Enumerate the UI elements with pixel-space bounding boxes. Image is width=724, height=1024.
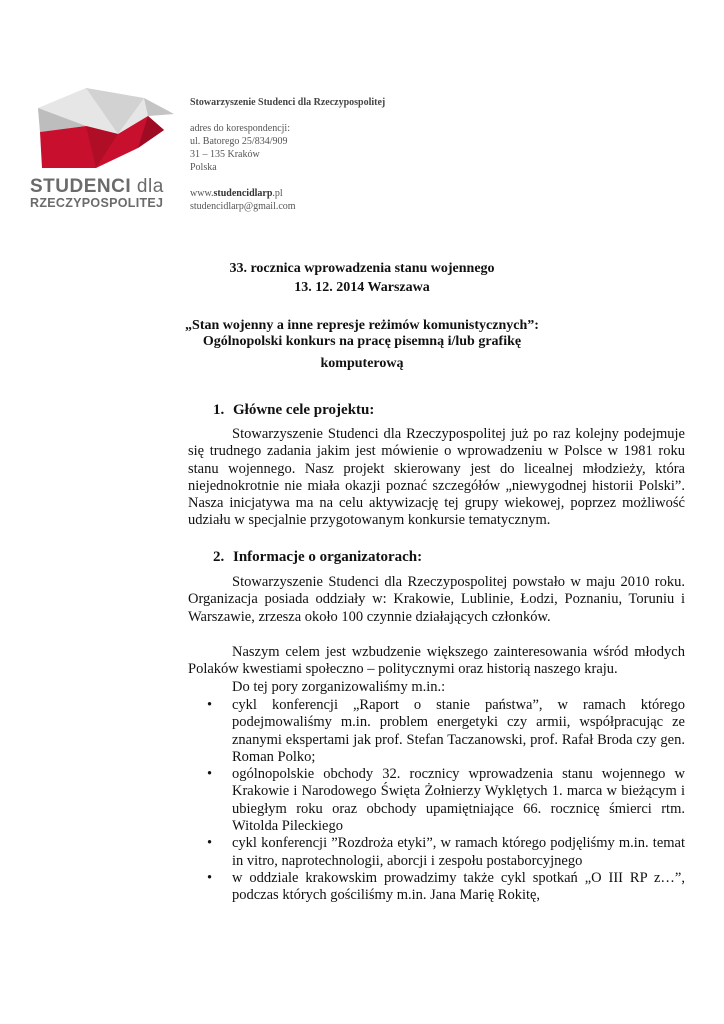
event-title: 33. rocznica wprowadzenia stanu wojennego	[229, 261, 495, 276]
event-date-place: 13. 12. 2014 Warszawa	[294, 280, 430, 295]
logo-flag-graphic	[26, 86, 176, 174]
list-item: • cykl konferencji ”Rozdroża etyki”, w ramach którego podjęliśmy m.in. temat in vitro, naprotechnologii, aborcji i zespołu postaborcyjnego	[207, 835, 685, 869]
list-item: • w oddziale krakowskim prowadzimy także cykl spotkań „O III RP z…”, podczas których gościliśmy m.in. Jana Marię Rokitę,	[207, 869, 685, 904]
address-country: Polska	[190, 162, 217, 173]
contest-title-line2: Ogólnopolski konkurs na pracę pisemną i/lub grafikę	[202, 334, 522, 349]
bullet-icon: •	[207, 835, 213, 852]
address-street: ul. Batorego 25/834/909	[190, 136, 288, 147]
organization-name: Stowarzyszenie Studenci dla Rzeczypospolitej	[190, 97, 386, 108]
paragraph-mission: Naszym celem jest wzbudzenie większego zainteresowania wśród młodych Polaków kwestiami społeczno – politycznymi oraz historią naszego kraju.	[188, 644, 685, 678]
contest-title-line3: komputerową	[320, 356, 404, 371]
organization-address-block	[190, 96, 385, 213]
section-heading-organizers: 2. Informacje o organizatorach:	[213, 549, 423, 565]
logo	[26, 86, 176, 216]
address-city: 31 – 135 Kraków	[190, 149, 260, 160]
contest-title-line1: „Stan wojenny a inne represje reżimów komunistycznych”:	[185, 318, 539, 333]
email-link[interactable]: studencidlarp@gmail.com	[190, 201, 296, 212]
achievements-list	[205, 697, 685, 905]
website-link[interactable]: www.studencidlarp.pl	[190, 188, 283, 199]
paragraph-organizers: Stowarzyszenie Studenci dla Rzeczypospolitej powstało w maju 2010 roku. Organizacja posiada oddziały w: Krakowie, Lublinie, Łodzi, Poznaniu, Toruniu i Warszawie, zrzesza około 100 czynnie działających członków.	[188, 574, 685, 625]
logo-wordmark-line2: RZECZYPOSPOLITEJ	[30, 196, 164, 210]
logo-wordmark-line1: STUDENCI dla	[30, 176, 164, 197]
section-heading-goals: 1. Główne cele projektu:	[213, 402, 375, 418]
paragraph-achievements-intro: Do tej pory zorganizowaliśmy m.in.:	[232, 679, 446, 695]
bullet-icon: •	[207, 766, 213, 783]
bullet-icon: •	[207, 697, 213, 713]
bullet-icon: •	[207, 869, 213, 886]
list-item: • ogólnopolskie obchody 32. rocznicy wprowadzenia stanu wojennego w Krakowie i Narodowego Święta Żołnierzy Wyklętych 1. marca w bieżącym i ubiegłym roku oraz obchody upamiętniające 66. rocznicę śmierci rtm. Witolda Pileckiego	[207, 766, 685, 835]
address-label: adres do korespondencji:	[190, 123, 290, 134]
paragraph-goals: Stowarzyszenie Studenci dla Rzeczypospolitej już po raz kolejny podejmuje się trudnego zadania jakim jest mówienie o wprowadzeniu w Polsce w 1981 roku stanu wojennego. Nasz projekt skierowany jest do licealnej młodzieży, która niejednokrotnie nie miała okazji poznać szczegółów „niewygodnej historii Polski”. Nasza inicjatywa ma na celu aktywizację tej grupy wiekowej, poprzez możliwość udziału w specjalnie przygotowanym konkursie tematycznym.	[188, 426, 685, 529]
list-item: • cykl konferencji „Raport o stanie państwa”, w ramach którego podejmowaliśmy m.in. problem energetyki czy armii, współpracując ze znanymi ekspertami jak prof. Stefan Taczanowski, prof. Rafał Broda czy gen. Roman Polko;	[207, 697, 685, 765]
